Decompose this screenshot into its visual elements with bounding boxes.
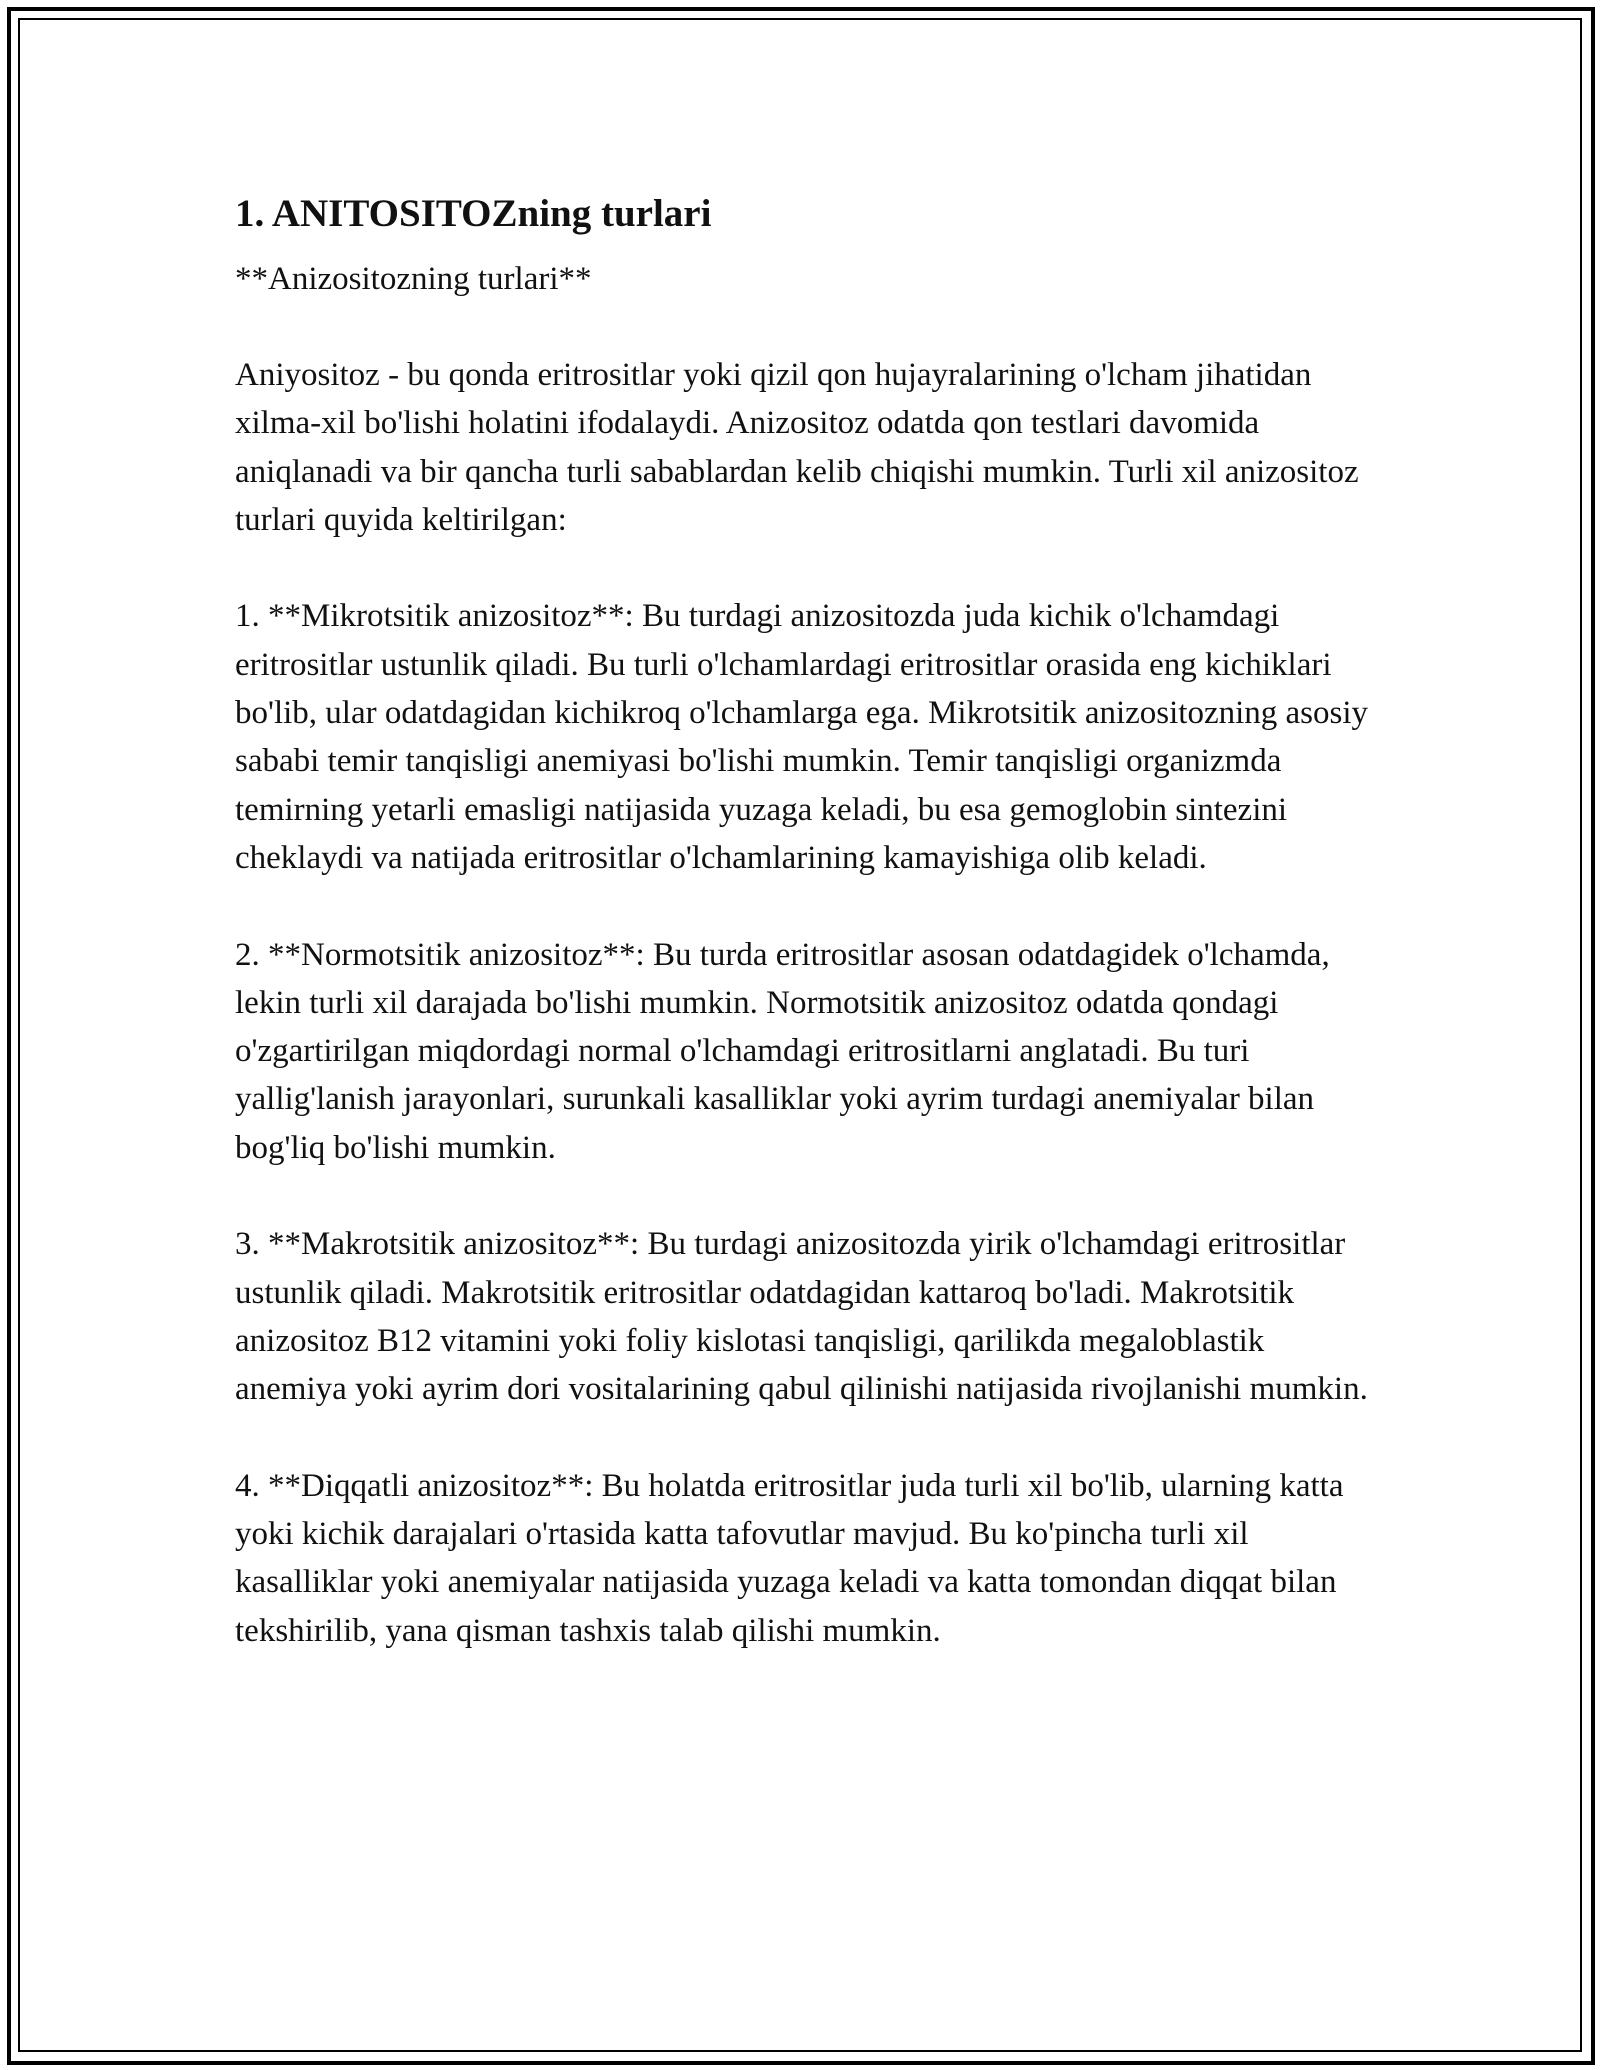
document-heading: 1. ANITOSITOZning turlari [235, 192, 712, 235]
document-subheading: **Anizositozning turlari** [235, 261, 592, 297]
intro-paragraph: Aniyositoz - bu qonda eritrositlar yoki qizil qon hujayralarining o'lcham jihatidan xilma-xil bo'lishi holatini ifodalaydi. Anizositoz odatda qon testlari davomida aniqlanadi va bir qancha turli sabablardan kelib chiqishi mumkin. Turli xil anizositoz turlari quyida keltirilgan: [235, 357, 1359, 538]
paragraph-diqqatli: 4. **Diqqatli anizositoz**: Bu holatda eritrositlar juda turli xil bo'lib, ularning katta yoki kichik darajalari o'rtasida katta tafovutlar mavjud. Bu ko'pincha turli xil kasalliklar yoki anemiyalar natijasida yuzaga keladi va katta tomondan diqqat bilan tekshirilib, yana qisman tashxis talab qilishi mumkin. [235, 1467, 1344, 1649]
paragraph-makrotsitik: 3. **Makrotsitik anizositoz**: Bu turdagi anizositozda yirik o'lchamdagi eritrositlar ustunlik qiladi. Makrotsitik eritrositlar odatdagidan kattaroq bo'ladi. Makrotsitik anizositoz B12 vitamini yoki foliy kislotasi tanqisligi, qarilikda megaloblastik anemiya yoki ayrim dori vositalarining qabul qilinishi natijasida rivojlanishi mumkin. [235, 1226, 1368, 1408]
paragraph-normotsitik: 2. **Normotsitik anizositoz**: Bu turda eritrositlar asosan odatdagidek o'lchamda, lekin turli xil darajada bo'lishi mumkin. Normotsitik anizositoz odatda qondagi o'zgartirilgan miqdordagi normal o'lchamdagi eritrositlarni anglatadi. Bu turi yallig'lanish jarayonlari, surunkali kasalliklar yoki ayrim turdagi anemiyalar bilan bog'liq bo'lishi mumkin. [235, 936, 1330, 1166]
document-body [235, 186, 1375, 1703]
paragraph-mikrotsitik: 1. **Mikrotsitik anizositoz**: Bu turdagi anizositozda juda kichik o'lchamdagi eritrositlar ustunlik qiladi. Bu turli o'lchamlardagi eritrositlar orasida eng kichiklari bo'lib, ular odatdagidan kichikroq o'lchamlarga ega. Mikrotsitik anizositozning asosiy sababi temir tanqisligi anemiyasi bo'lishi mumkin. Temir tanqisligi organizmda temirning yetarli emasligi natijasida yuzaga keladi, bu esa gemoglobin sintezini cheklaydi va natijada eritrositlar o'lchamlarining kamayishiga olib keladi. [235, 598, 1369, 876]
